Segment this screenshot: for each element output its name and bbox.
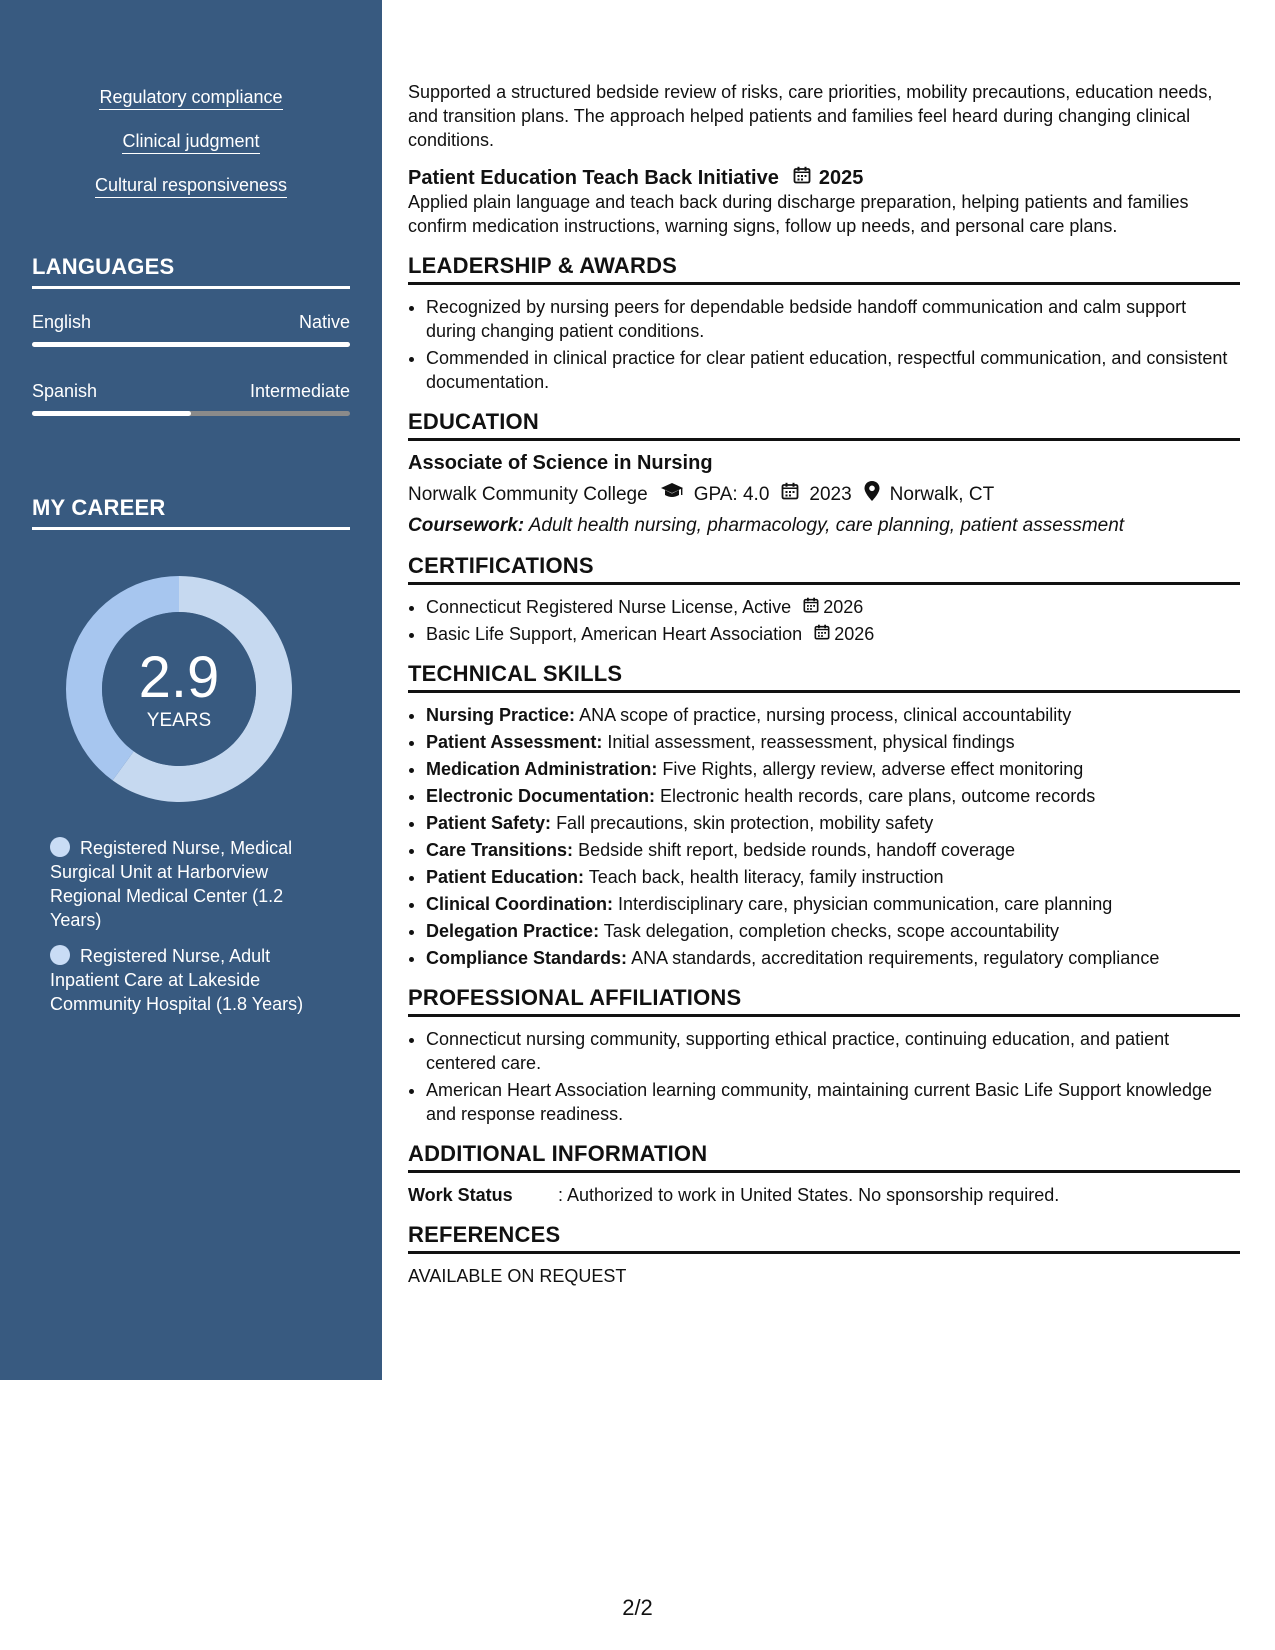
career-item xyxy=(50,836,330,932)
list-item xyxy=(426,622,1240,646)
certifications-section xyxy=(408,554,1240,646)
list-item xyxy=(426,865,1240,889)
language-name: English xyxy=(32,312,92,332)
section-heading: LEADERSHIP & AWARDS xyxy=(408,254,1240,285)
section-heading: PROFESSIONAL AFFILIATIONS xyxy=(408,986,1240,1017)
language-bar xyxy=(32,411,350,416)
leadership-list xyxy=(408,295,1240,394)
languages-heading: LANGUAGES xyxy=(32,254,350,289)
list-item xyxy=(426,892,1240,916)
skill-link[interactable]: Clinical judgment xyxy=(122,130,259,154)
list-item: • American Heart Association learning community, maintaining current Basic Life Support knowledge and response readiness. xyxy=(426,1078,1240,1126)
list-item xyxy=(426,946,1240,970)
skills-list xyxy=(0,86,382,218)
work-status-row xyxy=(408,1183,1240,1207)
education-section xyxy=(408,410,1240,538)
list-item xyxy=(426,730,1240,754)
list-item xyxy=(426,811,1240,835)
list-item xyxy=(426,703,1240,727)
skill-text: ANA standards, accreditation requirements, regulatory compliance xyxy=(631,948,1160,968)
career-item-label: Registered Nurse, Adult Inpatient Care at Lakeside Community Hospital (1.8 Years) xyxy=(50,946,304,1014)
project-description: Applied plain language and teach back during discharge preparation, helping patients and families confirm medication instructions, warning signs, follow up needs, and personal care plans. xyxy=(408,192,1189,236)
skill-text: Bedside shift report, bedside rounds, handoff coverage xyxy=(578,840,1016,860)
project-title: Patient Education Teach Back Initiative xyxy=(408,167,779,189)
language-bar-fill xyxy=(32,411,191,416)
main-content xyxy=(408,80,1240,1288)
list-item xyxy=(426,838,1240,862)
skill-text: Interdisciplinary care, physician communication, care planning xyxy=(618,894,1113,914)
skill-label: Compliance Standards: xyxy=(426,948,628,968)
map-pin-icon xyxy=(864,481,880,508)
calendar-icon xyxy=(814,622,830,646)
references-section xyxy=(408,1223,1240,1288)
certification-year: 2026 xyxy=(823,597,864,617)
section-heading: CERTIFICATIONS xyxy=(408,554,1240,585)
language-name: Spanish xyxy=(32,381,98,401)
career-item-label: Registered Nurse, Medical Surgical Unit at Harborview Regional Medical Center (1.2 Years) xyxy=(50,838,293,930)
list-item xyxy=(426,595,1240,619)
references-text: AVAILABLE ON REQUEST xyxy=(408,1266,627,1286)
language-level: Native xyxy=(298,312,350,332)
certification-year: 2026 xyxy=(834,624,875,644)
coursework xyxy=(408,514,1240,538)
list-item xyxy=(426,784,1240,808)
language-level: Intermediate xyxy=(249,381,350,401)
career-item xyxy=(50,944,330,1016)
section-heading: ADDITIONAL INFORMATION xyxy=(408,1142,1240,1173)
list-item xyxy=(426,757,1240,781)
skill-label: Electronic Documentation: xyxy=(426,786,656,806)
list-item: • Recognized by nursing peers for dependable bedside handoff communication and calm support during changing patient conditions. xyxy=(426,295,1240,343)
language-bar-fill xyxy=(32,342,350,347)
skill-label: Patient Education: xyxy=(426,867,585,887)
language-bar xyxy=(32,342,350,347)
calendar-icon xyxy=(803,595,819,619)
calendar-icon xyxy=(781,482,799,507)
work-status-value: : Authorized to work in United States. No sponsorship required. xyxy=(558,1185,1060,1205)
skill-text: ANA scope of practice, nursing process, clinical accountability xyxy=(579,705,1072,725)
certification-name: • Connecticut Registered Nurse License, Active xyxy=(426,597,792,617)
coursework-text: Adult health nursing, pharmacology, care planning, patient assessment xyxy=(528,515,1125,536)
gpa: GPA: 4.0 xyxy=(693,483,770,505)
education-details xyxy=(408,481,1240,508)
career-years-value: 2.9 xyxy=(138,645,220,710)
career-heading: MY CAREER xyxy=(32,495,350,530)
bullet-dot-icon xyxy=(50,837,70,857)
skill-label: Delegation Practice: xyxy=(426,921,600,941)
list-item: • Commended in clinical practice for clear patient education, respectful communication, and consistent documentation. xyxy=(426,346,1240,394)
intro-paragraph: Supported a structured bedside review of risks, care priorities, mobility precautions, education needs, and transition plans. The approach helped patients and families feel heard during changing clinical conditions. xyxy=(408,82,1213,150)
section-heading: REFERENCES xyxy=(408,1223,1240,1254)
skill-text: Teach back, health literacy, family instruction xyxy=(588,867,944,887)
project-title-row xyxy=(408,166,1240,190)
bullet-dot-icon xyxy=(50,945,70,965)
skill-text: Five Rights, allergy review, adverse effect monitoring xyxy=(662,759,1084,779)
page-number: 2/2 xyxy=(622,1595,653,1620)
technical-skills-list xyxy=(408,703,1240,970)
coursework-label: Coursework: xyxy=(408,515,525,536)
certifications-list xyxy=(408,595,1240,646)
school-name: Norwalk Community College xyxy=(408,483,648,505)
graduation-year: 2023 xyxy=(809,483,852,505)
additional-info-section xyxy=(408,1142,1240,1207)
leadership-section xyxy=(408,254,1240,394)
skill-label: Patient Safety: xyxy=(426,813,552,833)
calendar-icon xyxy=(793,166,811,190)
skill-label: Care Transitions: xyxy=(426,840,574,860)
skill-text: Initial assessment, reassessment, physical findings xyxy=(607,732,1015,752)
graduation-cap-icon xyxy=(660,482,684,507)
skill-text: Fall precautions, skin protection, mobility safety xyxy=(556,813,934,833)
career-years-unit: YEARS xyxy=(146,710,212,731)
section-heading: TECHNICAL SKILLS xyxy=(408,662,1240,693)
project-year: 2025 xyxy=(818,167,864,189)
section-heading: EDUCATION xyxy=(408,410,1240,441)
technical-skills-section xyxy=(408,662,1240,970)
sidebar xyxy=(0,0,382,1380)
affiliations-list xyxy=(408,1027,1240,1126)
list-item: • Connecticut nursing community, supporting ethical practice, continuing education, and patient centered care. xyxy=(426,1027,1240,1075)
skill-label: Clinical Coordination: xyxy=(426,894,613,914)
degree-title: Associate of Science in Nursing xyxy=(408,452,713,474)
career-donut xyxy=(66,576,292,802)
certification-name: • Basic Life Support, American Heart Association xyxy=(426,624,803,644)
work-status-label: Work Status xyxy=(408,1185,513,1205)
school-location: Norwalk, CT xyxy=(889,483,995,505)
affiliations-section xyxy=(408,986,1240,1126)
skill-text: Task delegation, completion checks, scope accountability xyxy=(603,921,1060,941)
list-item xyxy=(426,919,1240,943)
skill-link[interactable]: Regulatory compliance xyxy=(99,86,282,110)
career-list xyxy=(50,836,330,1028)
skill-label: Patient Assessment: xyxy=(426,732,603,752)
skill-text: Electronic health records, care plans, outcome records xyxy=(660,786,1096,806)
skill-label: Medication Administration: xyxy=(426,759,658,779)
skill-label: Nursing Practice: xyxy=(426,705,576,725)
skill-link[interactable]: Cultural responsiveness xyxy=(95,174,287,198)
